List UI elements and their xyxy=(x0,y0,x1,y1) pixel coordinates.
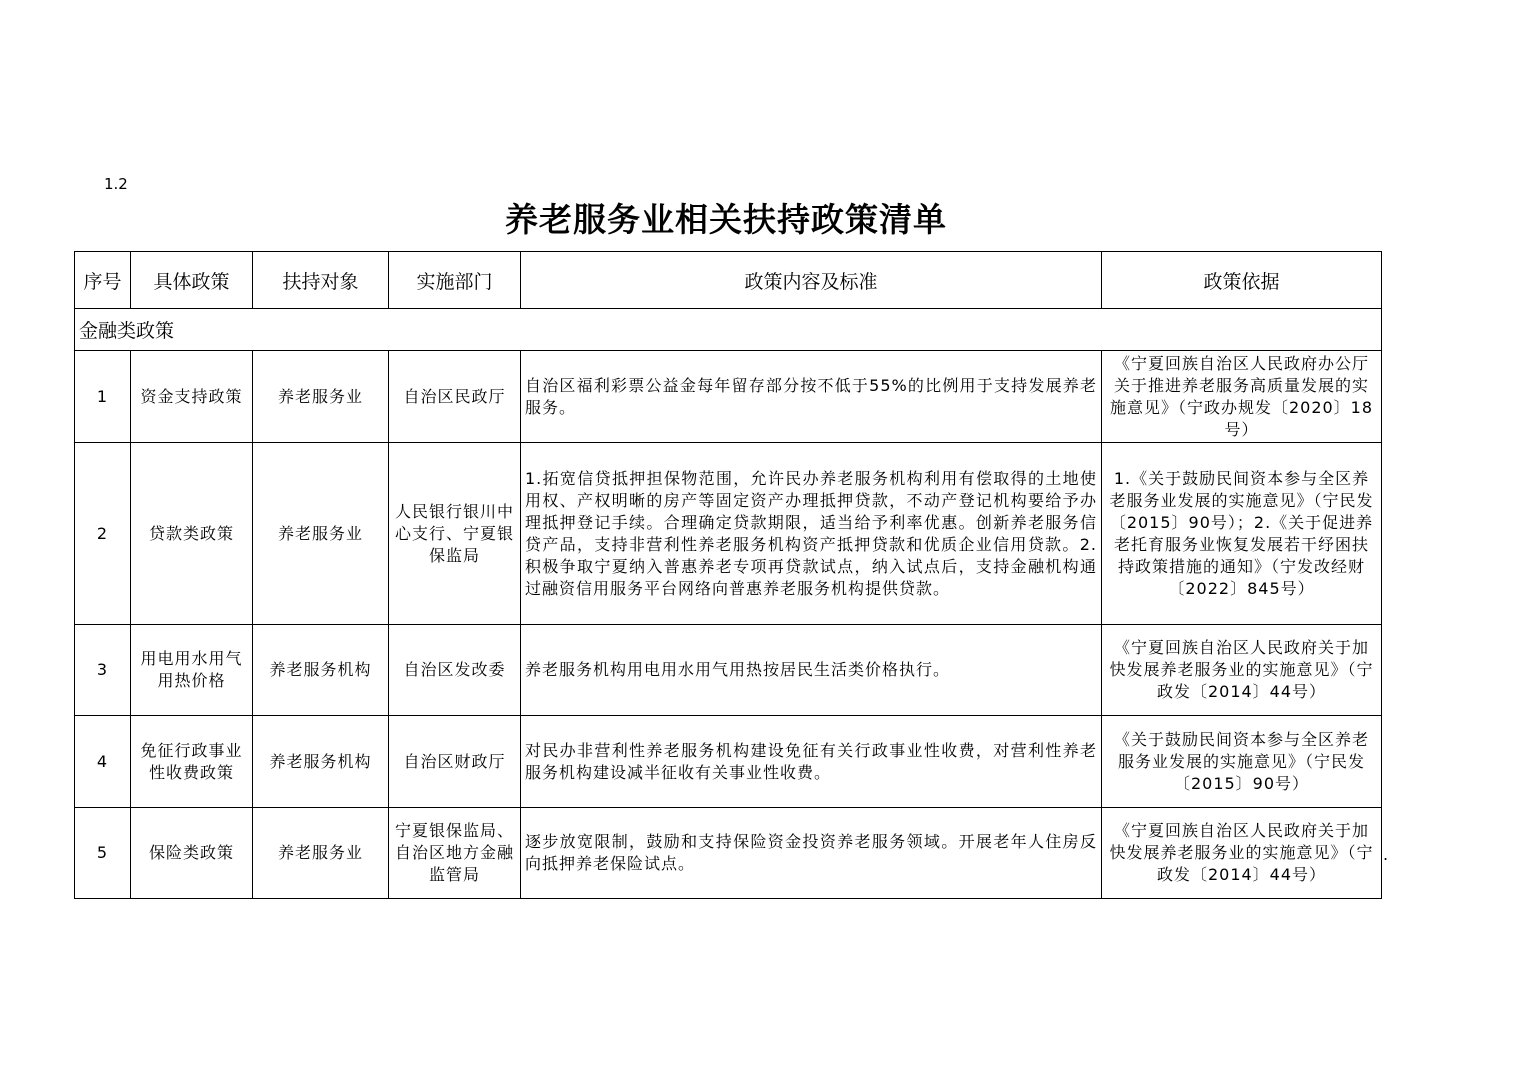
section-title: 金融类政策 xyxy=(75,309,1382,351)
row-policy: 保险类政策 xyxy=(131,808,253,899)
row-no: 5 xyxy=(75,808,131,899)
row-basis: 《宁夏回族自治区人民政府关于加快发展养老服务业的实施意见》（宁政发〔2014〕44号） xyxy=(1102,625,1382,716)
trailing-mark: . xyxy=(1383,845,1389,864)
row-no: 2 xyxy=(75,443,131,625)
policy-table xyxy=(74,251,1382,899)
row-content: 逐步放宽限制，鼓励和支持保险资金投资养老服务领域。开展老年人住房反向抵押养老保险试点。 xyxy=(521,808,1102,899)
header-basis: 政策依据 xyxy=(1102,252,1382,309)
header-department: 实施部门 xyxy=(389,252,521,309)
row-target: 养老服务机构 xyxy=(253,625,389,716)
row-target: 养老服务业 xyxy=(253,351,389,443)
header-policy: 具体政策 xyxy=(131,252,253,309)
row-content: 自治区福利彩票公益金每年留存部分按不低于55%的比例用于支持发展养老服务。 xyxy=(521,351,1102,443)
row-content: 对民办非营利性养老服务机构建设免征有关行政事业性收费，对营利性养老服务机构建设减半征收有关事业性收费。 xyxy=(521,716,1102,808)
row-department: 人民银行银川中心支行、宁夏银保监局 xyxy=(389,443,521,625)
row-policy: 用电用水用气用热价格 xyxy=(131,625,253,716)
row-basis: 《宁夏回族自治区人民政府办公厅关于推进养老服务高质量发展的实施意见》（宁政办规发〔2020〕18号） xyxy=(1102,351,1382,443)
row-policy: 贷款类政策 xyxy=(131,443,253,625)
table-row xyxy=(75,443,1382,625)
page-number: 1.2 xyxy=(104,175,128,193)
header-row xyxy=(75,252,1382,309)
table-row xyxy=(75,351,1382,443)
row-department: 自治区发改委 xyxy=(389,625,521,716)
row-target: 养老服务业 xyxy=(253,443,389,625)
row-no: 4 xyxy=(75,716,131,808)
row-no: 1 xyxy=(75,351,131,443)
table-row xyxy=(75,808,1382,899)
header-content: 政策内容及标准 xyxy=(521,252,1102,309)
row-basis: 1.《关于鼓励民间资本参与全区养老服务业发展的实施意见》（宁民发〔2015〕90号）；2.《关于促进养老托育服务业恢复发展若干纾困扶持政策措施的通知》（宁发改经财〔2022〕845号） xyxy=(1102,443,1382,625)
document-title: 养老服务业相关扶持政策清单 xyxy=(505,200,947,239)
table-row xyxy=(75,716,1382,808)
row-policy: 免征行政事业性收费政策 xyxy=(131,716,253,808)
row-content: 养老服务机构用电用水用气用热按居民生活类价格执行。 xyxy=(521,625,1102,716)
header-target: 扶持对象 xyxy=(253,252,389,309)
row-department: 自治区财政厅 xyxy=(389,716,521,808)
row-target: 养老服务机构 xyxy=(253,716,389,808)
row-department: 宁夏银保监局、自治区地方金融监管局 xyxy=(389,808,521,899)
header-serial-no: 序号 xyxy=(75,252,131,309)
row-policy: 资金支持政策 xyxy=(131,351,253,443)
row-content: 1.拓宽信贷抵押担保物范围，允许民办养老服务机构利用有偿取得的土地使用权、产权明晰的房产等固定资产办理抵押贷款，不动产登记机构要给予办理抵押登记手续。合理确定贷款期限，适当给予利率优惠。创新养老服务信贷产品，支持非营利性养老服务机构资产抵押贷款和优质企业信用贷款。2.积极争取宁夏纳入普惠养老专项再贷款试点，纳入试点后，支持金融机构通过融资信用服务平台网络向普惠养老服务机构提供贷款。 xyxy=(521,443,1102,625)
row-target: 养老服务业 xyxy=(253,808,389,899)
row-basis: 《关于鼓励民间资本参与全区养老服务业发展的实施意见》（宁民发〔2015〕90号） xyxy=(1102,716,1382,808)
row-no: 3 xyxy=(75,625,131,716)
row-basis: 《宁夏回族自治区人民政府关于加快发展养老服务业的实施意见》（宁政发〔2014〕44号） xyxy=(1102,808,1382,899)
table-row xyxy=(75,625,1382,716)
row-department: 自治区民政厅 xyxy=(389,351,521,443)
section-row xyxy=(75,309,1382,351)
